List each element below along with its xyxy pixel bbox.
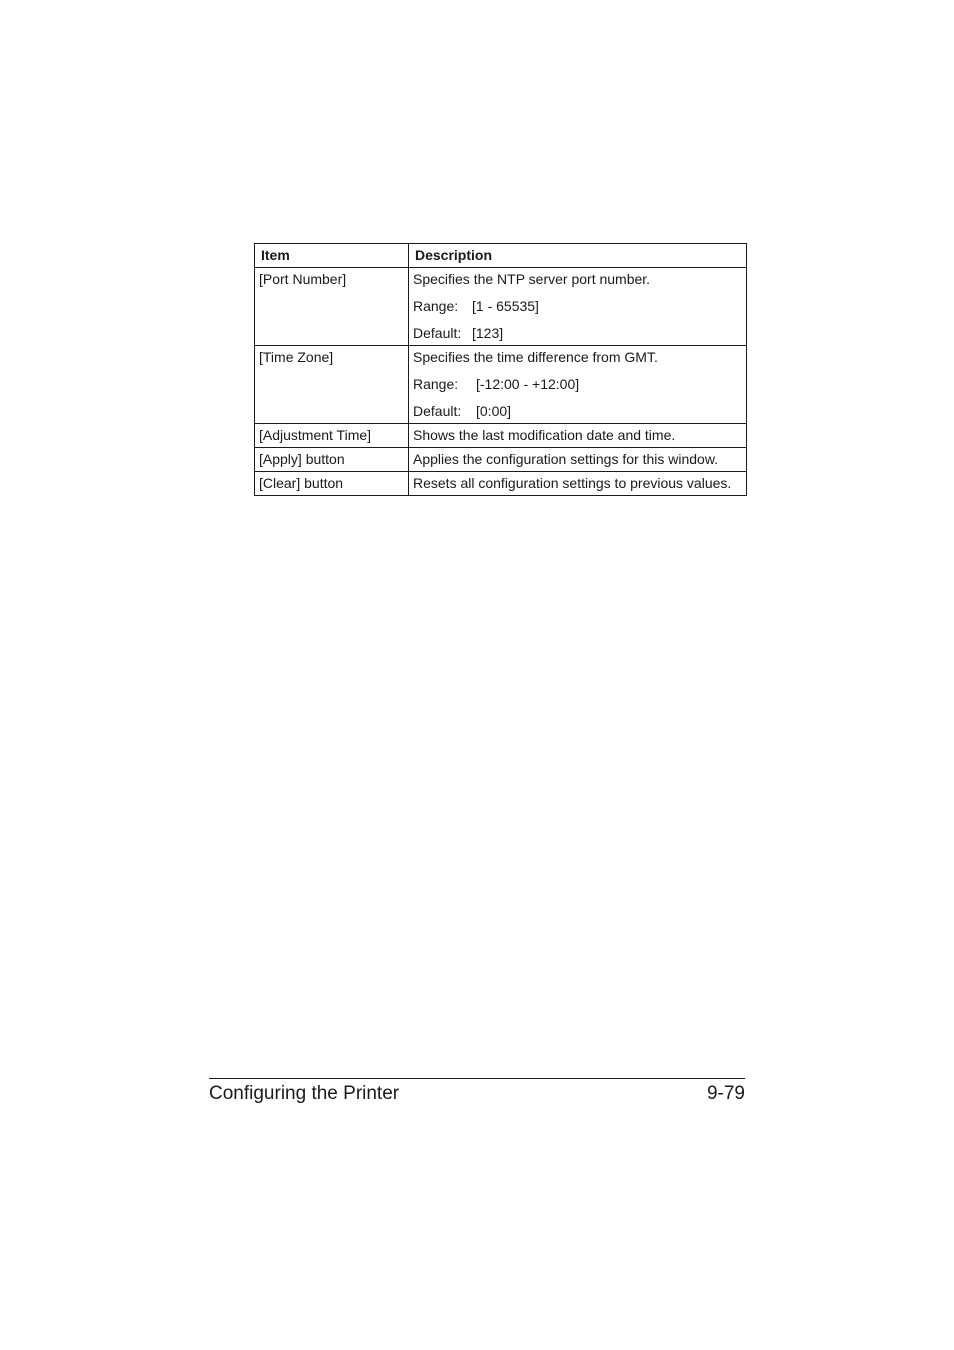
range-value: [-12:00 - +12:00]	[476, 376, 580, 392]
table-row	[255, 424, 747, 448]
item-cell: [Port Number]	[255, 268, 409, 346]
table-header-row	[255, 244, 747, 268]
range-label: Range:	[413, 298, 459, 314]
default-label: Default:	[413, 325, 462, 341]
description-cell	[409, 268, 747, 346]
default-label: Default:	[413, 403, 462, 419]
description-text: Specifies the time difference from GMT.	[413, 349, 658, 365]
footer-divider	[209, 1078, 745, 1079]
item-cell: [Apply] button	[255, 448, 409, 472]
table-row	[255, 346, 747, 424]
footer-page-number: 9-79	[706, 1083, 745, 1104]
column-header-item: Item	[255, 244, 409, 268]
description-cell: Applies the configuration settings for this window.	[409, 448, 747, 472]
default-line	[413, 325, 746, 341]
range-value: [1 - 65535]	[472, 298, 539, 314]
default-line	[413, 403, 746, 419]
range-line	[413, 376, 746, 392]
description-text: Specifies the NTP server port number.	[413, 271, 651, 287]
description-cell: Shows the last modification date and time.	[409, 424, 747, 448]
settings-table	[254, 243, 747, 496]
item-cell: [Time Zone]	[255, 346, 409, 424]
table-body	[255, 268, 747, 496]
footer-section-title: Configuring the Printer	[209, 1083, 400, 1104]
default-value: [0:00]	[476, 403, 512, 419]
default-value: [123]	[472, 325, 504, 341]
column-header-description: Description	[409, 244, 747, 268]
description-cell	[409, 346, 747, 424]
table-row	[255, 268, 747, 346]
description-cell: Resets all configuration settings to previous values.	[409, 472, 747, 496]
table-row	[255, 472, 747, 496]
table-row	[255, 448, 747, 472]
item-cell: [Adjustment Time]	[255, 424, 409, 448]
item-cell: [Clear] button	[255, 472, 409, 496]
table-header	[255, 244, 747, 268]
range-line	[413, 298, 746, 314]
range-label: Range:	[413, 376, 459, 392]
